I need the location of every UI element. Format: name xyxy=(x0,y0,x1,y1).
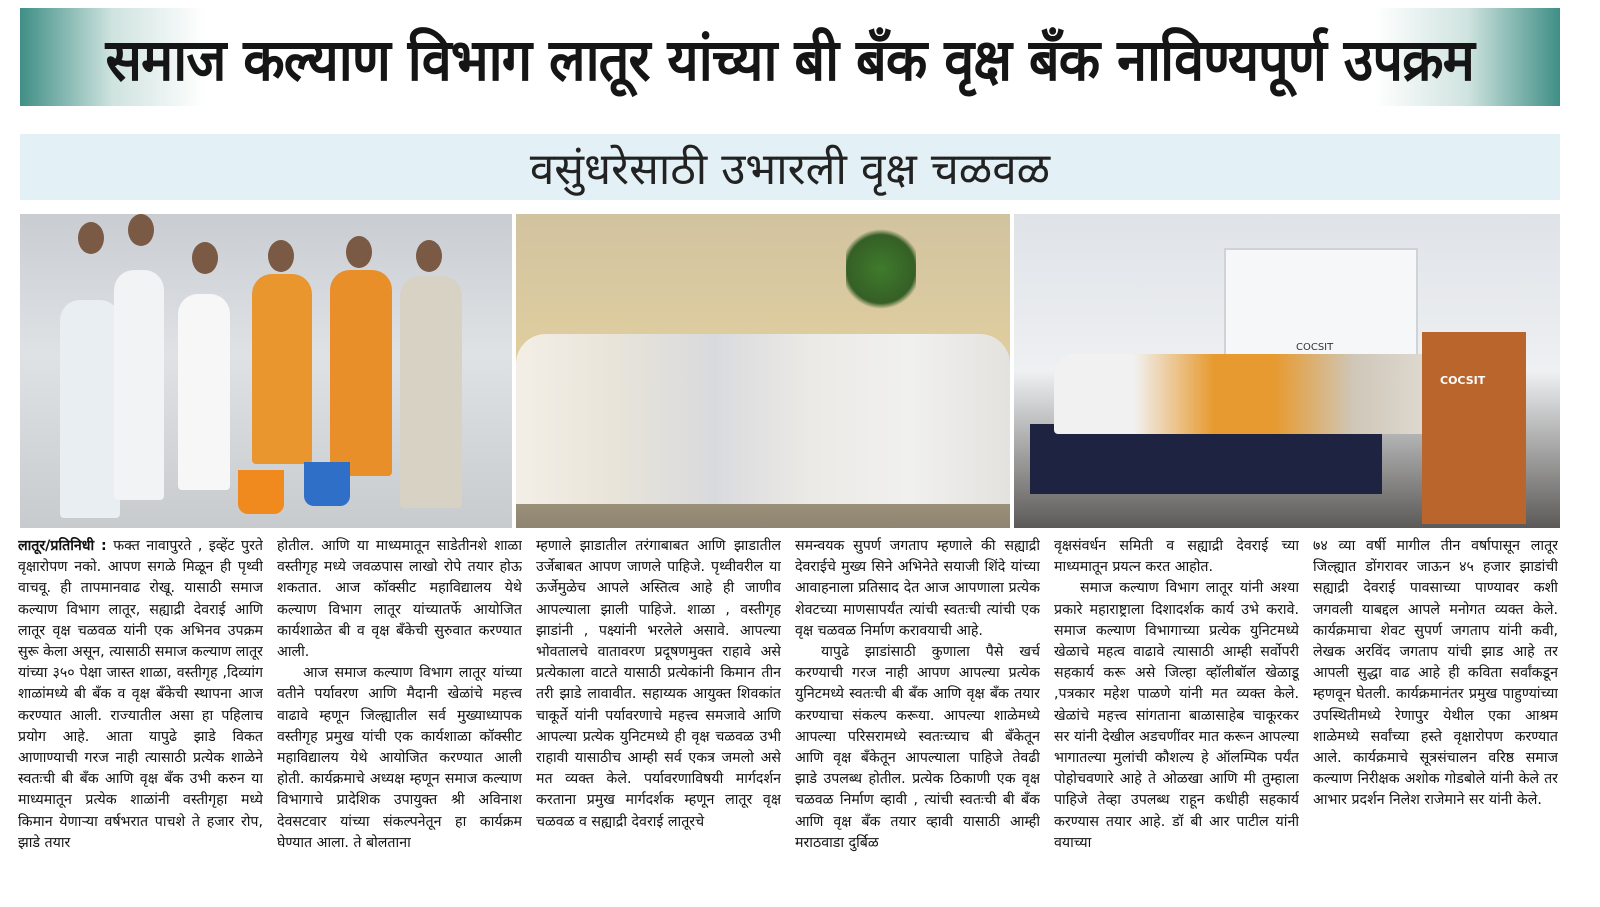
screen-logo-text: COCSIT xyxy=(1296,342,1334,353)
tree xyxy=(846,224,916,314)
article-column-1 xyxy=(18,536,263,902)
headline: समाज कल्याण विभाग लातूर यांच्या बी बँक वृक्ष बँक नाविण्यपूर्ण उपक्रम xyxy=(105,25,1475,94)
article-paragraph: समन्वयक सुपर्ण जगताप म्हणाले की सह्याद्री देवराईचे मुख्य सिने अभिनेते सयाजी शिंदे यांच्या आवाहनाला प्रतिसाद देत आज आपणाला प्रत्येक शेवटच्या माणसापर्यंत त्यांची स्वतःची त्यांची एक वृक्ष चळवळ निर्माण करावयाची आहे. xyxy=(795,538,1040,639)
person-head xyxy=(78,222,104,254)
person xyxy=(178,294,230,490)
article-column-3 xyxy=(536,536,781,902)
article-body xyxy=(18,536,1558,902)
person-head xyxy=(192,242,218,274)
subheadline: वसुंधरेसाठी उभारली वृक्ष चळवळ xyxy=(529,144,1051,195)
stage-table xyxy=(1030,424,1382,494)
article-column-2 xyxy=(277,536,522,902)
person-head xyxy=(268,240,294,272)
byline: लातूर/प्रतिनिधी : xyxy=(18,538,107,554)
article-paragraph: म्हणाले झाडातील तरंगाबाबत आणि झाडातील उर्जेबाबत आपण जाणले पाहिजे. पृथ्वीवरील या ऊर्जेमुळेच आपले अस्तित्व आहे ही जाणीव आपल्याला झाली पाहिजे. शाळा , वस्तीगृह झाडांनी , पक्ष्यांनी भरलेले असावे. आपल्या भोवतालचे वातावरण प्रदूषणमुक्त राहावे असे प्रत्येकाला वाटते यासाठी प्रत्येकांनी किमान तीन तरी झाडे लावावीत. सहाय्यक आयुक्त शिवकांत चाकूर्ते यांनी पर्यावरणाचे महत्त्व समजावे आणि आपल्या प्रत्येक युनिटमध्ये ही वृक्ष चळवळ उभी राहावी यासाठीच आम्ही सर्व एकत्र जमलो असे मत व्यक्त केले. पर्यावरणाविषयी मार्गदर्शन करताना प्रमुख मार्गदर्शक म्हणून लातूर वृक्ष चळवळ व सह्याद्री देवराई लातूरचे xyxy=(536,538,781,830)
person xyxy=(114,270,164,500)
podium-logo-text: COCSIT xyxy=(1440,374,1486,387)
group-of-people xyxy=(516,334,1010,504)
article-paragraph: लातूर/प्रतिनिधी : फक्त नावापुरते , इव्हेंट पुरते वृक्षारोपण नको. आपण सगळे मिळून ही पृथ्वी वाचवू. ही तापमानवाढ रोखू. यासाठी समाज कल्याण विभाग लातूर, सह्याद्री देवराई आणि लातूर वृक्ष चळवळ यांनी एक अभिनव उपक्रम सुरू केला असून, त्यासाठी समाज कल्याण लातूर यांच्या ३५० पेक्षा जास्त शाळा, वस्तीगृह ,दिव्यांग शाळांमध्ये बी बँक व वृक्ष बँकेची स्थापना आज करण्यात आली. राज्यातील असा हा पहिलाच प्रयोग आहे. आता यापुढे झाडे विकत आणाण्याची गरज नाही त्यासाठी प्रत्येक शाळेने स्वतःची बी बँक आणि वृक्ष बँक उभी करुन या माध्यमातून प्रत्येक शाळांनी वस्तीगृहा मध्ये किमान येणाऱ्या वर्षभरात पाचशे ते हजार रोप, झाडे तयार xyxy=(18,538,263,851)
seated-guests xyxy=(1054,354,1454,434)
person-orange-vest xyxy=(330,270,392,476)
orange-bucket xyxy=(238,470,284,514)
article-column-5 xyxy=(1054,536,1299,902)
person xyxy=(400,276,462,508)
person-orange-vest xyxy=(252,274,312,464)
photo-tree-planting-indoors xyxy=(20,214,512,528)
person-head xyxy=(346,236,372,268)
photo-group-outdoors xyxy=(516,214,1010,528)
article-column-4 xyxy=(795,536,1040,902)
photo-strip xyxy=(20,214,1560,528)
article-paragraph: आज समाज कल्याण विभाग लातूर यांच्या वतीने पर्यावरण आणि मैदानी खेळांचे महत्त्व वाढावे म्हणून जिल्ह्यातील सर्व मुख्याध्यापक वस्तीगृह प्रमुख यांची एक कार्यशाळा कॉक्सीट महाविद्यालय येथे आयोजित करण्यात आली होती. कार्यक्रमाचे अध्यक्ष म्हणून समाज कल्याण विभागाचे प्रादेशिक उपायुक्त श्री अविनाश देवसटवार यांच्या संकल्पनेतून हा कार्यक्रम घेण्यात आला. ते बोलताना xyxy=(277,665,522,851)
person-head xyxy=(128,214,154,246)
article-paragraph: यापुढे झाडांसाठी कुणाला पैसे खर्च करण्याची गरज नाही आपण आपल्या प्रत्येक युनिटमध्ये स्वतःची बी बँक आणि वृक्ष बँक तयार करण्याचा संकल्प करूया. आपल्या शाळेमध्ये आपल्या परिसरामध्ये स्वतःच्याच बी बँकेतून आणि वृक्ष बँकेतून आपल्याला पाहिजे तेवढी झाडे उपलब्ध होतील. प्रत्येक ठिकाणी एक वृक्ष चळवळ निर्माण व्हावी , त्यांची स्वतःची बी बँक आणि वृक्ष बँक तयार व्हावी यासाठी आम्ही मराठवाडा दुर्बिळ xyxy=(795,644,1040,851)
subheadline-banner xyxy=(20,134,1560,200)
article-column-6 xyxy=(1313,536,1558,902)
headline-banner xyxy=(20,8,1560,106)
podium xyxy=(1422,332,1526,524)
article-paragraph: वृक्षसंवर्धन समिती व सह्याद्री देवराई च्या माध्यमातून प्रयत्न करत आहोत. xyxy=(1054,538,1299,576)
photo-stage-event xyxy=(1014,214,1560,528)
blue-bucket xyxy=(304,462,350,506)
person-head xyxy=(416,240,442,272)
person xyxy=(60,300,120,518)
article-paragraph: समाज कल्याण विभाग लातूर यांनी अश्या प्रकारे महाराष्ट्राला दिशादर्शक कार्य उभे करावे. समाज कल्याण विभागाच्या प्रत्येक युनिटमध्ये खेळाचे महत्व वाढावे त्यासाठी आम्ही सर्वोपरी सहकार्य करू असे जिल्हा व्हॉलीबॉल खेळाडू ,पत्रकार महेश पाळणे यांनी मत व्यक्त केले. खेळांचे महत्त्व सांगताना बाळासाहेब चाकूरकर सर यांनी देखील अडचणींवर मात करून आपल्या भागातल्या मुलांची कौशल्य हे ऑलम्पिक पर्यंत पोहोचवणारे आहे ते ओळखा आणि मी तुम्हाला पाहिजे तेव्हा उपलब्ध राहून कधीही सहकार्य करण्यास तयार आहे. डॉ बी आर पाटील यांनी वयाच्या xyxy=(1054,580,1299,851)
article-paragraph: होतील. आणि या माध्यमातून साडेतीनशे शाळा वस्तीगृह मध्ये जवळपास लाखो रोपे तयार होऊ शकतात. आज कॉक्सीट महाविद्यालय येथे कल्याण विभाग लातूर यांच्यातर्फे आयोजित कार्यशाळेत बी व वृक्ष बँकेची सुरुवात करण्यात आली. xyxy=(277,538,522,661)
article-paragraph: ७४ व्या वर्षी मागील तीन वर्षापासून लातूर जिल्ह्यात डोंगरावर जाऊन ४५ हजार झाडांची सह्याद्री देवराई पावसाच्या पाण्यावर कशी जगवली याबद्दल आपले मनोगत व्यक्त केले. कार्यक्रमाचा शेवट सुपर्ण जगताप यांनी कवी, लेखक अरविंद जगताप यांची झाड आहे तर आपली सुद्धा वाढ आहे ही कविता सर्वांकडून म्हणवून घेतली. कार्यक्रमानंतर प्रमुख पाहुण्यांच्या उपस्थितीमध्ये रेणापुर येथील एका आश्रम शाळेमध्ये सर्वांच्या हस्ते वृक्षारोपण करण्यात आले. कार्यक्रमाचे सूत्रसंचालन वरिष्ठ समाज कल्याण निरीक्षक अशोक गोडबोले यांनी केले तर आभार प्रदर्शन निलेश राजेमाने सर यांनी केले. xyxy=(1313,538,1558,809)
